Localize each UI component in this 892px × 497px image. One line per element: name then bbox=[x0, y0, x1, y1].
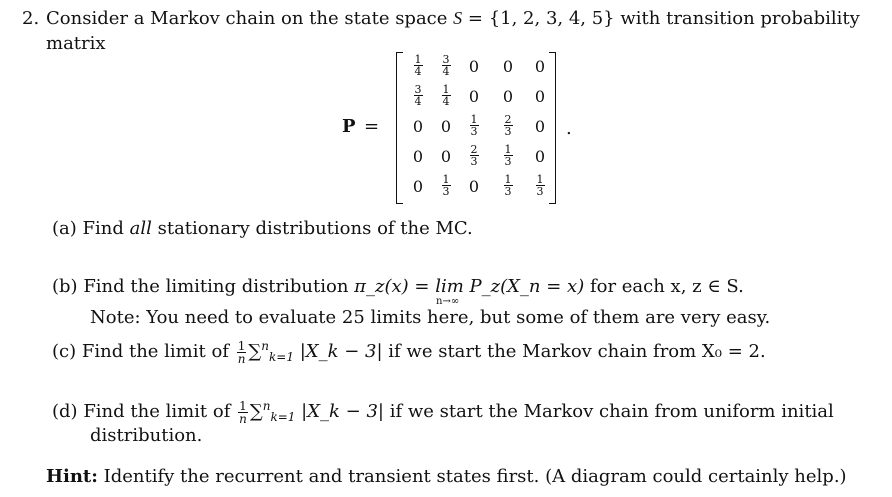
matrix-frac-num: 3 bbox=[442, 53, 450, 66]
part-a-label: (a) bbox=[52, 218, 77, 239]
matrix-frac-num: 2 bbox=[504, 113, 512, 126]
part-b-label: (b) bbox=[52, 276, 78, 297]
matrix-frac-num: 1 bbox=[504, 143, 512, 156]
matrix-cell-r2-c5: 0 bbox=[534, 87, 546, 106]
part-b-text-2: for each x, z ∈ S. bbox=[589, 276, 744, 297]
matrix-cell-r4-c1: 0 bbox=[412, 147, 424, 166]
matrix-cell-r4-c5: 0 bbox=[534, 147, 546, 166]
part-c-sum-bottom: k=1 bbox=[269, 350, 294, 364]
matrix-cell-r4-c2: 0 bbox=[440, 147, 452, 166]
part-a-text-1: Find bbox=[82, 218, 124, 239]
matrix-frac-num: 1 bbox=[536, 173, 544, 186]
matrix-frac-num: 2 bbox=[470, 143, 478, 156]
intro-text-1: Consider a Markov chain on the state space bbox=[46, 8, 448, 29]
matrix-frac-num: 1 bbox=[442, 173, 450, 186]
matrix-frac-num: 1 bbox=[414, 53, 422, 66]
part-c bbox=[52, 339, 766, 365]
part-a-text-2: stationary distributions of the MC. bbox=[157, 218, 473, 239]
part-d-sum-bottom: k=1 bbox=[270, 410, 296, 424]
matrix-cell-r2-c2 bbox=[432, 84, 460, 107]
matrix-frac-den: 4 bbox=[442, 65, 450, 78]
part-a-italic: all bbox=[129, 218, 152, 239]
problem-number: 2. bbox=[22, 8, 40, 29]
matrix-cell-r3-c1: 0 bbox=[412, 117, 424, 136]
hint bbox=[46, 466, 847, 487]
matrix-cell-r5-c1: 0 bbox=[412, 177, 424, 196]
part-d-text-3: distribution. bbox=[90, 425, 203, 446]
part-d-sum: ∑$^n_{k=1}$ bbox=[249, 399, 296, 424]
matrix-cell-r1-c4: 0 bbox=[502, 57, 514, 76]
part-c-fraction bbox=[237, 340, 247, 365]
part-a bbox=[52, 218, 473, 239]
matrix-cell-r1-c2 bbox=[432, 54, 460, 77]
matrix-frac-den: 3 bbox=[442, 185, 450, 198]
matrix-cell-r2-c3: 0 bbox=[468, 87, 480, 106]
matrix-equals: = bbox=[364, 116, 380, 137]
part-d-sum-top: n bbox=[262, 399, 271, 413]
matrix-cell-r1-c1 bbox=[404, 54, 432, 77]
part-c-text-2: if we start the Markov chain from X₀ = 2. bbox=[388, 341, 766, 362]
matrix-frac-num: 3 bbox=[414, 83, 422, 96]
matrix-frac-num: 1 bbox=[442, 83, 450, 96]
part-c-label: (c) bbox=[52, 341, 77, 362]
matrix-frac-den: 3 bbox=[470, 125, 478, 138]
hint-label: Hint: bbox=[46, 466, 98, 487]
matrix-left-bracket bbox=[396, 52, 403, 204]
matrix-cell-r5-c3: 0 bbox=[468, 177, 480, 196]
transition-matrix bbox=[396, 52, 556, 204]
matrix-frac-den: 4 bbox=[414, 65, 422, 78]
matrix-cell-r4-c3 bbox=[460, 144, 488, 167]
part-d-frac-num: 1 bbox=[239, 398, 247, 413]
matrix-cell-r2-c1 bbox=[404, 84, 432, 107]
matrix-frac-den: 3 bbox=[536, 185, 544, 198]
matrix-cell-r1-c5: 0 bbox=[534, 57, 546, 76]
matrix-cell-r3-c3 bbox=[460, 114, 488, 137]
part-b-note: Note: You need to evaluate 25 limits here, but some of them are very easy. bbox=[90, 307, 771, 328]
matrix-frac-den: 4 bbox=[442, 95, 450, 108]
part-c-frac-num: 1 bbox=[237, 338, 246, 353]
matrix-label: P bbox=[342, 116, 356, 137]
part-c-sum-top: n bbox=[261, 339, 270, 353]
matrix-frac-den: 4 bbox=[414, 95, 422, 108]
intro-text-3: matrix bbox=[46, 33, 106, 54]
matrix-cell-r1-c3: 0 bbox=[468, 57, 480, 76]
part-d-expr: |X_k − 3| bbox=[301, 401, 384, 422]
part-b-lim-subscript: n→∞ bbox=[436, 296, 460, 307]
matrix-cell-r3-c4 bbox=[494, 114, 522, 137]
hint-text: Identify the recurrent and transient states first. (A diagram could certainly help.) bbox=[103, 466, 847, 487]
matrix-frac-den: 3 bbox=[504, 125, 512, 138]
problem-intro bbox=[46, 8, 860, 29]
matrix-cell-r5-c2 bbox=[432, 174, 460, 197]
part-b-text-1: Find the limiting distribution bbox=[83, 276, 349, 297]
part-d-frac-den: n bbox=[239, 411, 247, 426]
part-b-math: π_z(x) = lim P_z(X_n = x) bbox=[354, 276, 585, 297]
matrix-period: . bbox=[566, 118, 572, 139]
part-d-text-1: Find the limit of bbox=[83, 401, 231, 422]
part-d-text-2: if we start the Markov chain from uniform initial bbox=[389, 401, 834, 422]
state-space-set: = {1, 2, 3, 4, 5} bbox=[467, 8, 615, 29]
matrix-cell-r3-c5: 0 bbox=[534, 117, 546, 136]
part-d-label: (d) bbox=[52, 401, 78, 422]
part-b bbox=[52, 276, 744, 297]
part-c-frac-den: n bbox=[237, 351, 246, 366]
part-c-text-1: Find the limit of bbox=[81, 341, 229, 362]
matrix-frac-num: 1 bbox=[470, 113, 478, 126]
matrix-cell-r5-c4 bbox=[494, 174, 522, 197]
matrix-cell-r4-c4 bbox=[494, 144, 522, 167]
matrix-frac-den: 3 bbox=[504, 185, 512, 198]
state-space-symbol: S bbox=[453, 8, 463, 28]
matrix-cell-r5-c5 bbox=[526, 174, 554, 197]
matrix-frac-den: 3 bbox=[470, 155, 478, 168]
matrix-frac-num: 1 bbox=[504, 173, 512, 186]
matrix-cell-r2-c4: 0 bbox=[502, 87, 514, 106]
matrix-cell-r3-c2: 0 bbox=[440, 117, 452, 136]
part-d-fraction bbox=[238, 400, 248, 425]
intro-text-2: with transition probability bbox=[620, 8, 860, 29]
matrix-frac-den: 3 bbox=[504, 155, 512, 168]
part-c-sum: ∑$^n_{k=1}$ bbox=[248, 339, 294, 364]
part-c-expr: |X_k − 3| bbox=[299, 341, 383, 362]
part-d bbox=[52, 399, 834, 425]
